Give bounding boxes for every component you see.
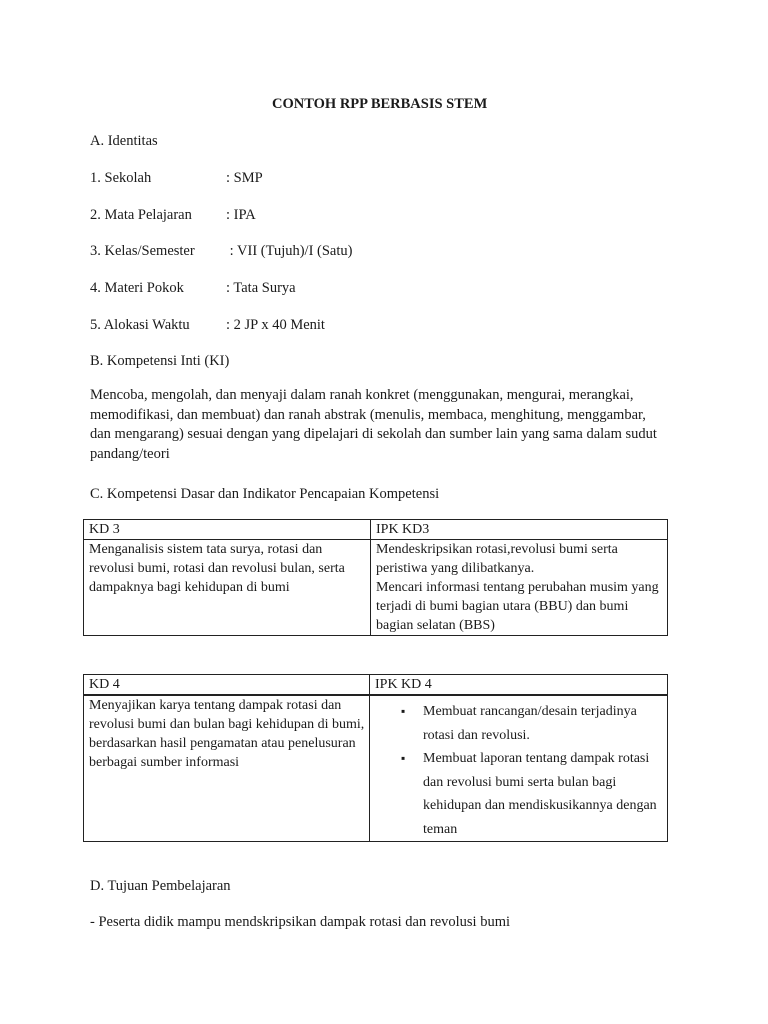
identitas-value: : Tata Surya xyxy=(226,280,296,296)
section-d-heading: D. Tujuan Pembelajaran xyxy=(90,878,231,894)
ipk-kd3-item: Mencari informasi tentang perubahan musim yang terjadi di bumi bagian utara (BBU) dan bumi bagian selatan (BBS) xyxy=(376,580,659,633)
ipk-kd3-header: IPK KD3 xyxy=(371,520,668,540)
section-a-heading: A. Identitas xyxy=(90,133,158,149)
table-row xyxy=(84,540,668,636)
kd4-header: KD 4 xyxy=(84,675,370,696)
identitas-row-alokasi xyxy=(90,316,325,334)
document-title: CONTOH RPP BERBASIS STEM xyxy=(272,96,488,112)
kd3-header: KD 3 xyxy=(84,520,371,540)
identitas-row-mapel xyxy=(90,206,256,224)
identitas-label: 1. Sekolah xyxy=(90,170,152,186)
list-item: ▪ Membuat laporan tentang dampak rotasi dan revolusi bumi serta bulan bagi kehidupan dan mendiskusikannya dengan teman xyxy=(401,747,663,841)
kd3-table xyxy=(83,519,668,636)
section-c-heading: C. Kompetensi Dasar dan Indikator Pencapaian Kompetensi xyxy=(90,486,440,502)
identitas-row-sekolah xyxy=(90,169,263,187)
identitas-value: : SMP xyxy=(226,170,263,186)
identitas-value: : 2 JP x 40 Menit xyxy=(226,317,325,333)
identitas-label: 2. Mata Pelajaran xyxy=(90,207,192,223)
table-row xyxy=(84,695,668,842)
ipk-kd4-cell xyxy=(370,695,668,842)
ipk-kd4-header: IPK KD 4 xyxy=(370,675,668,696)
table-header-row xyxy=(84,675,668,696)
identitas-row-kelas xyxy=(90,242,352,260)
kd4-text: Menyajikan karya tentang dampak rotasi dan revolusi bumi dan bulan bagi kehidupan di bumi, berdasarkan hasil pengamatan atau penelusuran berbagai sumber informasi xyxy=(84,695,370,842)
identitas-label: 4. Materi Pokok xyxy=(90,280,184,296)
table-header-row xyxy=(84,520,668,540)
list-item: ▪ Membuat rancangan/desain terjadinya rotasi dan revolusi. xyxy=(401,700,663,747)
identitas-value: : VII (Tujuh)/I (Satu) xyxy=(226,243,353,259)
ipk-kd4-list xyxy=(375,696,663,841)
identitas-value: : IPA xyxy=(226,207,256,223)
tujuan-item: - Peserta didik mampu mendskripsikan dampak rotasi dan revolusi bumi xyxy=(90,914,511,930)
identitas-label: 5. Alokasi Waktu xyxy=(90,317,190,333)
kd4-table xyxy=(83,674,668,842)
ki-paragraph: Mencoba, mengolah, dan menyaji dalam ranah konkret (menggunakan, mengurai, merangkai, memodifikasi, dan membuat) dan ranah abstrak (menulis, membaca, menghitung, menggambar, dan mengarang) sesuai dengan yang dipelajari di sekolah dan sumber lain yang sama dalam sudut pandang/teori xyxy=(90,387,657,462)
identitas-label: 3. Kelas/Semester xyxy=(90,243,195,259)
ipk-kd3-item: Mendeskripsikan rotasi,revolusi bumi serta peristiwa yang dilibatkanya. xyxy=(376,542,618,576)
identitas-row-materi xyxy=(90,279,296,297)
ipk-kd3-cell xyxy=(371,540,668,636)
section-b-heading: B. Kompetensi Inti (KI) xyxy=(90,353,230,369)
kd3-text: Menganalisis sistem tata surya, rotasi dan revolusi bumi, rotasi dan revolusi bulan, serta dampaknya bagi kehidupan di bumi xyxy=(84,540,371,636)
